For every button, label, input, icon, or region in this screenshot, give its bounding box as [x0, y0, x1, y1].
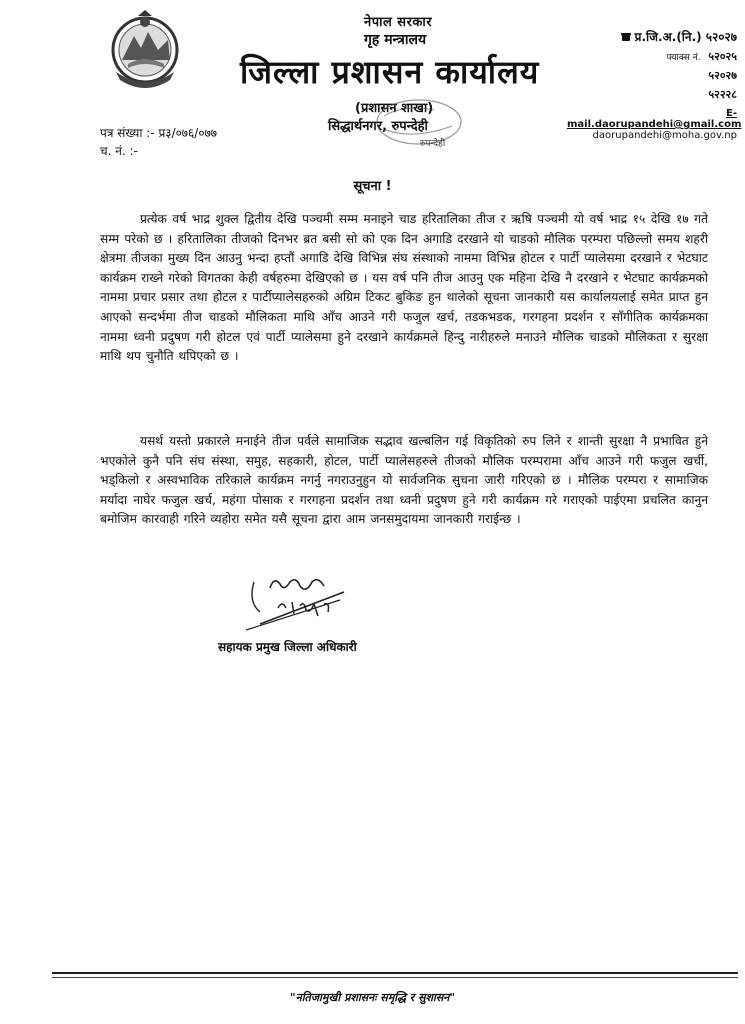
notice-paragraph-2: यसर्थ यस्तो प्रकारले मनाईने तीज पर्वले सामाजिक सद्भाव खल्बलिन गई विकृतिको रुप लिने र शान्ती सुरक्षा नै प्रभावित हुने भएकोले कुनै पनि संघ संस्था, समुह, सहकारी, होटल, पार्टी प्यालेसहरुले तीजको मौलिक परम्परामा आँच आउने गरी फजुल खर्ची, भड्किलो र अस्वभाविक तरिकाले कार्यक्रम नगर्नु नगराउनुहुन यो सार्वजनिक सुचना जारी गरिएको छ । मौलिक परम्परा र सामाजिक मर्यादा नाघेर फजुल खर्च, महंगा पोसाक र गरगहना प्रदर्शन तथा ध्वनी प्रदुषण हुने गरी कार्यक्रम गरे गराएको पाईएमा प्रचलित कानुन बमोजिम कारवाही गरिने व्यहोरा समेत यसै सूचना द्वारा आम जनसमुदायमा जानकारी गराईन्छ ।	[100, 434, 708, 527]
section-name: (प्रशासन शाखा)	[355, 101, 434, 116]
signer-designation: सहायक प्रमुख जिल्ला अधिकारी	[218, 640, 357, 654]
fax-number: ५२०२५	[708, 50, 737, 63]
footer-motto: "नतिजामुखी प्रशासनः समृद्धि र सुशासन"	[289, 991, 456, 1004]
notice-title: सूचना !	[353, 179, 392, 194]
reference-block	[100, 124, 217, 160]
office-title: जिल्ला प्रशासन कार्यालय	[240, 53, 540, 91]
email-link-moha[interactable]: daorupandehi@moha.gov.np	[592, 130, 737, 141]
district-name: सिद्धार्थनगर, रुपन्देही	[328, 119, 428, 134]
notice-paragraph-1: प्रत्येक वर्ष भाद्र शुक्ल द्वितीय देखि पञ्चमी सम्म मनाइने चाड हरितालिका तीज र ऋषि पञ्चमी यो वर्ष भाद्र १५ देखि १७ गते सम्म परेको छ । हरितालिका तीजको दिनभर ब्रत बसी सो को एक दिन अगाडि दरखाने यो चाडको मौलिक परम्परा पछिल्लो समय शहरी क्षेत्रमा तीजका मुख्य दिन आउनु भन्दा हप्तौं अगाडि देखि विभिन्न संघ संस्थाको नाममा विभिन्न होटल र पार्टी प्यालेसमा दरखाने र भेटघाट कार्यक्रम राख्ने गरेको विगतका केही वर्षहरुमा देखिएको छ । यस वर्ष पनि तीज आउनु एक महिना देखि नै दरखाने र भेटघाट कार्यक्रमको नाममा प्रचार प्रसार तथा होटल र पार्टीप्यालेसहरुको अग्रिम टिकट बुकिङ हुन थालेको सूचना जानकारी यस कार्यालयलाई समेत प्राप्त हुन आएको सन्दर्भमा तीज चाडको मौलिकता माथि आँच आउने गरी फजुल खर्च, तडकभडक, गरगहना प्रदर्शन र साँगीतिक कार्यक्रमका नाममा ध्वनी प्रदुषण गरी होटल एवं पार्टी प्यालेसमा हुने दरखाने कार्यक्रमले हिन्दु नारीहरुले मनाउने मौलिक चाडको मौलिकता र सुरक्षा माथि थप चुनौति थपिएको छ ।	[100, 212, 708, 364]
government-name: नेपाल सरकार	[364, 15, 433, 30]
main-phone-text: प्र.जि.अ.(नि.) ५२०२७	[634, 30, 737, 44]
main-phone	[567, 28, 737, 45]
nepal-emblem-logo	[108, 10, 182, 94]
office-stamp	[324, 96, 474, 150]
fax-line	[567, 49, 737, 64]
footer-divider	[52, 972, 738, 974]
phone-number-2: ५२०२७	[708, 69, 737, 82]
footer-divider-thin	[52, 977, 738, 978]
phone-number-3: ५२२२८	[708, 88, 737, 101]
telephone-icon	[621, 32, 631, 42]
dispatch-number: च. नं. :-	[100, 144, 138, 158]
contact-block	[567, 28, 742, 141]
ministry-name: गृह मन्त्रालय	[364, 32, 427, 48]
email-link-gmail[interactable]: E-mail.daorupandehi@gmail.com	[567, 108, 742, 130]
letter-number: पत्र संख्या :- प्र३/०७६/०७७	[100, 126, 218, 140]
handwritten-signature	[240, 572, 360, 634]
fax-label: फ्याक्स नं.	[666, 53, 701, 63]
stamp-text: रुपन्देही	[420, 139, 446, 149]
